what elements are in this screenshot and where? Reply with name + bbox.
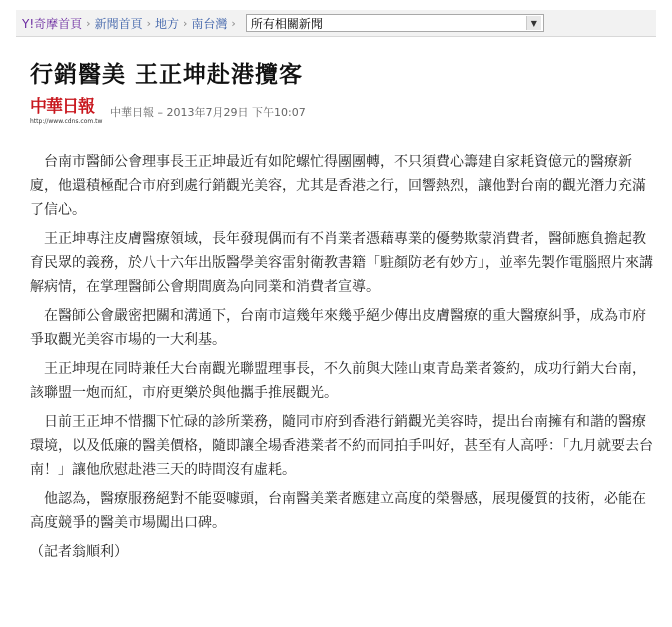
article-byline: （記者翁順利） [30, 544, 128, 560]
breadcrumb-separator: › [231, 16, 236, 30]
breadcrumb-south-taiwan-link[interactable]: 南台灣 [191, 16, 228, 31]
article-paragraph: 在醫師公會嚴密把關和溝通下，台南市這幾年來幾乎絕少傳出皮膚醫療的重大醫療糾爭，成為市府爭取觀光美容市場的一大利基。 [30, 308, 646, 348]
china-daily-logo[interactable] [30, 98, 102, 128]
article-paragraph: 台南市醫師公會理事長王正坤最近有如陀螺忙得團團轉，不只須費心籌建自家耗資億元的醫療新廈，他還積極配合市府到處行銷觀光美容，尤其是香港之行，回響熱烈，讓他對台南的觀光潛力充滿了信心。 [30, 154, 646, 218]
article-meta [110, 104, 306, 120]
related-news-select[interactable] [246, 14, 544, 32]
article-paragraph: 王正坤專注皮膚醫療領域，長年發現偶而有不肖業者憑藉專業的優勢欺蒙消費者，醫師應負擔起教育民眾的義務，於八十六年出版醫學美容雷射衛教書籍「駐顏防老有妙方」，並率先製作電腦照片來講解病情，在掌理醫師公會期間廣為向同業和消費者宣導。 [30, 231, 653, 295]
breadcrumb-separator: › [183, 16, 188, 30]
article-paragraph: 王正坤現在同時兼任大台南觀光聯盟理事長，不久前與大陸山東青島業者簽約，成功行銷大台南，該聯盟一炮而紅，市府更樂於與他攜手推展觀光。 [30, 361, 646, 401]
article-paragraph: 他認為，醫療服務絕對不能耍噱頭，台南醫美業者應建立高度的榮譽感，展現優質的技術，必能在高度競爭的醫美市場闖出口碑。 [30, 491, 646, 531]
logo-url: http://www.cdns.com.tw [30, 118, 103, 125]
meta-separator: – [157, 106, 167, 119]
breadcrumb-separator: › [146, 16, 151, 30]
breadcrumb-bar [16, 10, 656, 37]
article-date: 2013年7月29日 下午10:07 [166, 106, 306, 119]
breadcrumb-yahoo-home-link[interactable]: Y!奇摩首頁 [22, 16, 83, 31]
chevron-down-icon[interactable]: ▼ [526, 16, 541, 30]
breadcrumb-separator: › [86, 16, 91, 30]
breadcrumb-local-link[interactable]: 地方 [154, 16, 179, 31]
article-title: 行銷醫美 王正坤赴港攬客 [30, 62, 304, 88]
article-paragraph: 日前王正坤不惜擱下忙碌的診所業務，隨同市府到香港行銷觀光美容時，提出台南擁有和諧的醫療環境，以及低廉的醫美價格，隨即讓全場香港業者不約而同拍手叫好，甚至有人高呼：「九月就要去台南！」讓他欣慰赴港三天的時間沒有虛耗。 [30, 414, 653, 478]
breadcrumb [16, 15, 240, 32]
related-news-select-value: 所有相關新聞 [250, 16, 323, 31]
article-body [30, 150, 658, 569]
article-source-row [30, 98, 306, 128]
logo-mark: 中華日報 [30, 97, 94, 117]
breadcrumb-news-home-link[interactable]: 新聞首頁 [94, 16, 143, 31]
article-source: 中華日報 [110, 106, 154, 119]
